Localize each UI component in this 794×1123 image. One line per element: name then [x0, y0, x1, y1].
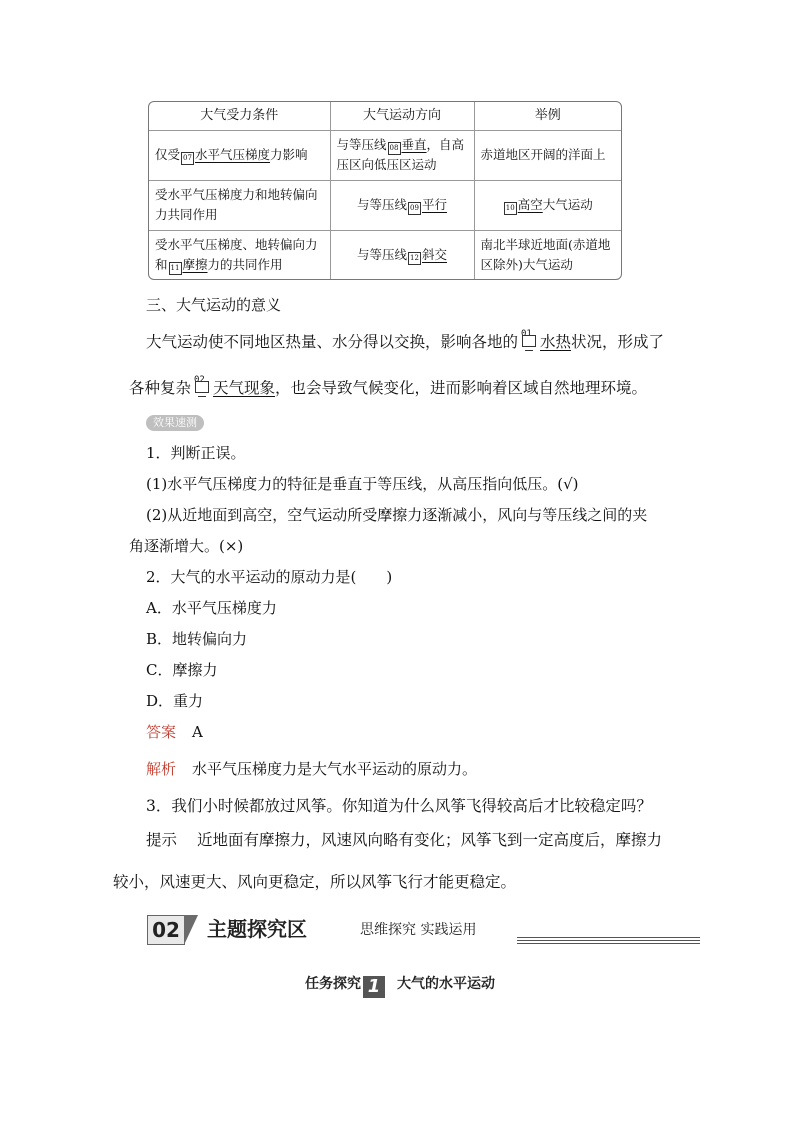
- table-header: 举例: [474, 102, 621, 130]
- hint-label: 提示: [146, 831, 178, 849]
- table-cell: 与等压线 08 垂直，自高压区向低压区运动: [330, 130, 474, 180]
- divider: [517, 940, 700, 941]
- task-heading: [305, 972, 495, 998]
- divider: [517, 937, 700, 938]
- question: 1．判断正误。: [146, 444, 246, 462]
- table-header-row: [149, 102, 621, 130]
- table-cell: 仅受 07 水平气压梯度力影响: [149, 130, 330, 180]
- option: B．地转偏向力: [146, 630, 248, 648]
- statement: 角逐渐增大。(×): [129, 537, 244, 555]
- table-cell: 受水平气压梯度力和地转偏向力共同作用: [149, 180, 330, 230]
- table-cell: 南北半球近地面(赤道地区除外)大气运动: [474, 230, 621, 279]
- divider: [517, 943, 700, 944]
- option: D．重力: [146, 692, 204, 710]
- table-cell: 与等压线 09 平行: [330, 180, 474, 230]
- table-header: 大气受力条件: [149, 102, 330, 130]
- table-row: [149, 230, 621, 279]
- question: 2．大气的水平运动的原动力是( ): [146, 568, 393, 586]
- paragraph-line: 大气运动使不同地区热量、水分得以交换，影响各地的 01 水热状况，形成了: [146, 329, 665, 351]
- statement: (2)从近地面到高空，空气运动所受摩擦力逐渐减小，风向与等压线之间的夹: [146, 506, 648, 524]
- table-cell: 与等压线 12 斜交: [330, 230, 474, 279]
- section-header: [147, 915, 700, 947]
- blank-marker: 02: [193, 377, 211, 397]
- hint: 提示 近地面有摩擦力，风速风向略有变化；风筝飞到一定高度后，摩擦力: [146, 831, 663, 849]
- paragraph-line: 各种复杂 02 天气现象，也会导致气候变化，进而影响着区域自然地理环境。: [129, 375, 648, 397]
- answer: 答案 A: [146, 723, 203, 741]
- table-row: [149, 130, 621, 180]
- task-number-icon: 1: [363, 976, 385, 998]
- blank-marker: 01: [520, 331, 538, 351]
- task-title: 大气的水平运动: [397, 976, 495, 992]
- table-row: [149, 180, 621, 230]
- answer-label: 答案: [146, 723, 177, 741]
- statement: (1)水平气压梯度力的特征是垂直于等压线，从高压指向低压。(√): [146, 475, 579, 493]
- table-cell: 10 高空大气运动: [474, 180, 621, 230]
- table-cell: 赤道地区开阔的洋面上: [474, 130, 621, 180]
- hint: 较小，风速更大、风向更稳定，所以风筝飞行才能更稳定。: [113, 873, 517, 891]
- option: A．水平气压梯度力: [146, 599, 277, 617]
- section-number: 02: [147, 915, 185, 945]
- section-title: 主题探究区: [207, 917, 307, 941]
- table-cell: 受水平气压梯度、地转偏向力和 11 摩擦力的共同作用: [149, 230, 330, 279]
- section-subtitle: 思维探究 实践运用: [360, 922, 477, 938]
- force-table: [148, 101, 622, 280]
- question: 3．我们小时候都放过风筝。你知道为什么风筝飞得较高后才比较稳定吗？: [146, 797, 652, 815]
- table-header: 大气运动方向: [330, 102, 474, 130]
- quiz-badge: 效果速测: [146, 415, 204, 431]
- section-heading: 三、大气运动的意义: [146, 296, 282, 314]
- task-label: 任务探究: [305, 976, 361, 992]
- option: C．摩擦力: [146, 661, 218, 679]
- analysis: 解析 水平气压梯度力是大气水平运动的原动力。: [146, 760, 478, 778]
- analysis-label: 解析: [146, 760, 177, 778]
- section-tab-decoration: [184, 915, 198, 945]
